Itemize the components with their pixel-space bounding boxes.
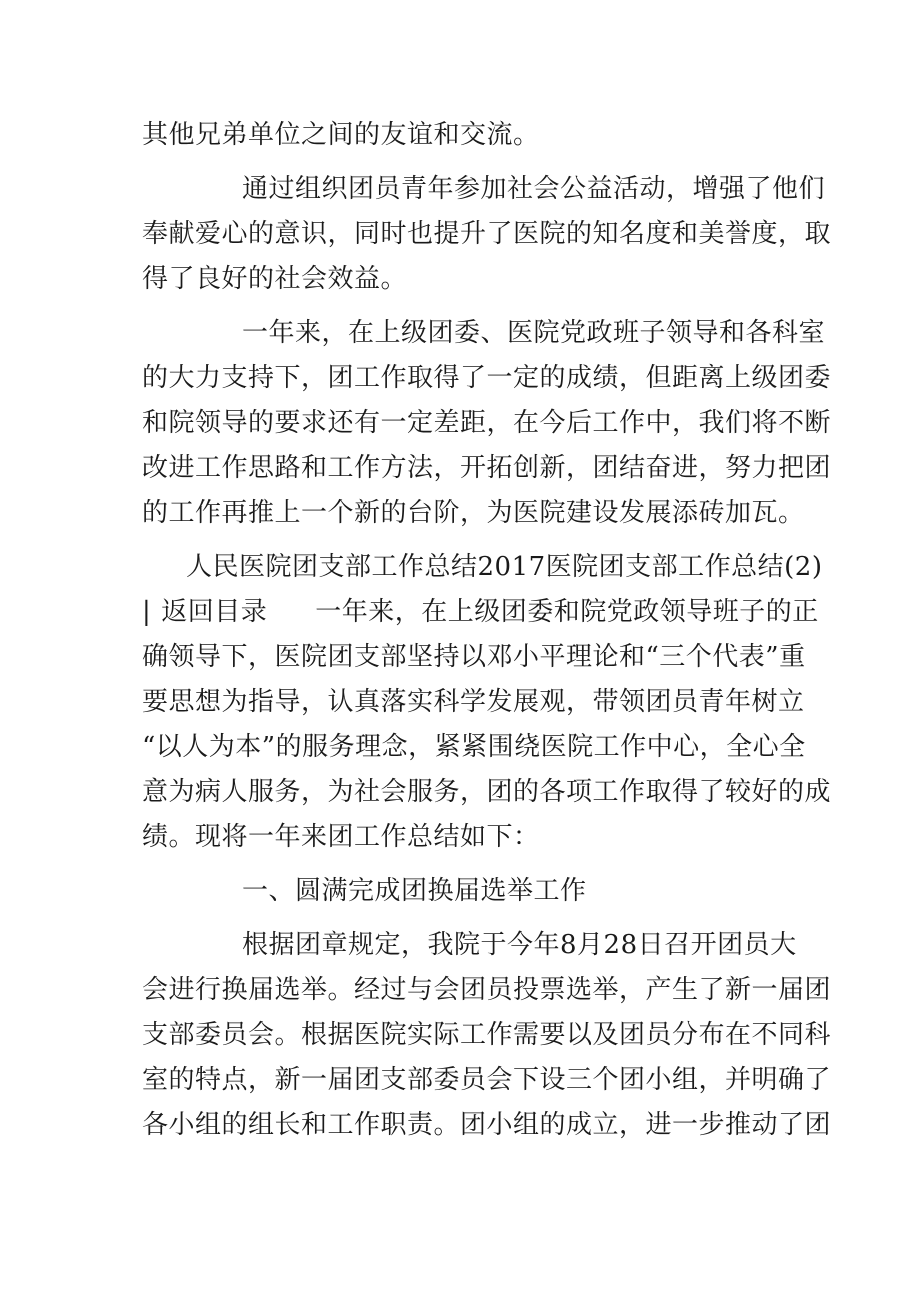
nav-line: [142, 595, 819, 629]
paragraph-line: 和院领导的要求还有一定差距，在今后工作中，我们将不断: [142, 408, 832, 438]
paragraph-line: 通过组织团员青年参加社会公益活动，增强了他们: [242, 174, 826, 204]
paragraph-line: 其他兄弟单位之间的友谊和交流。: [142, 120, 540, 150]
paragraph-line: 一年来，在上级团委和院党政领导班子的正: [315, 597, 819, 627]
paragraph-line: 的工作再推上一个新的台阶，为医院建设发展添砖加瓦。: [142, 498, 805, 528]
paragraph-line: 根据团章规定，我院于今年8月28日召开团员大: [242, 930, 797, 960]
nav-separator: |: [142, 597, 152, 627]
section-title: 人民医院团支部工作总结2017医院团支部工作总结(2): [186, 552, 823, 582]
paragraph-line: “以人为本”的服务理念，紧紧围绕医院工作中心，全心全: [142, 732, 806, 762]
paragraph-line: 会进行换届选举。经过与会团员投票选举，产生了新一届团: [142, 975, 832, 1005]
paragraph-line: 改进工作思路和工作方法，开拓创新，团结奋进，努力把团: [142, 453, 832, 483]
paragraph-line: 绩。现将一年来团工作总结如下：: [142, 822, 540, 852]
paragraph-line: 的大力支持下，团工作取得了一定的成绩，但距离上级团委: [142, 363, 832, 393]
paragraph-line: 一年来，在上级团委、医院党政班子领导和各科室: [242, 318, 826, 348]
section-heading: 一、圆满完成团换届选举工作: [242, 876, 587, 906]
paragraph-line: 支部委员会。根据医院实际工作需要以及团员分布在不同科: [142, 1020, 832, 1050]
paragraph-line: 意为病人服务，为社会服务，团的各项工作取得了较好的成: [142, 777, 832, 807]
paragraph-line: 得了良好的社会效益。: [142, 264, 408, 294]
paragraph-line: 要思想为指导，认真落实科学发展观，带领团员青年树立: [142, 687, 805, 717]
paragraph-line: 确领导下，医院团支部坚持以邓小平理论和“三个代表”重: [142, 642, 806, 672]
paragraph-line: 室的特点，新一届团支部委员会下设三个团小组，并明确了: [142, 1065, 832, 1095]
return-to-contents-link[interactable]: 返回目录: [161, 597, 268, 627]
paragraph-line: 奉献爱心的意识，同时也提升了医院的知名度和美誉度，取: [142, 219, 832, 249]
paragraph-line: 各小组的组长和工作职责。团小组的成立，进一步推动了团: [142, 1110, 832, 1140]
